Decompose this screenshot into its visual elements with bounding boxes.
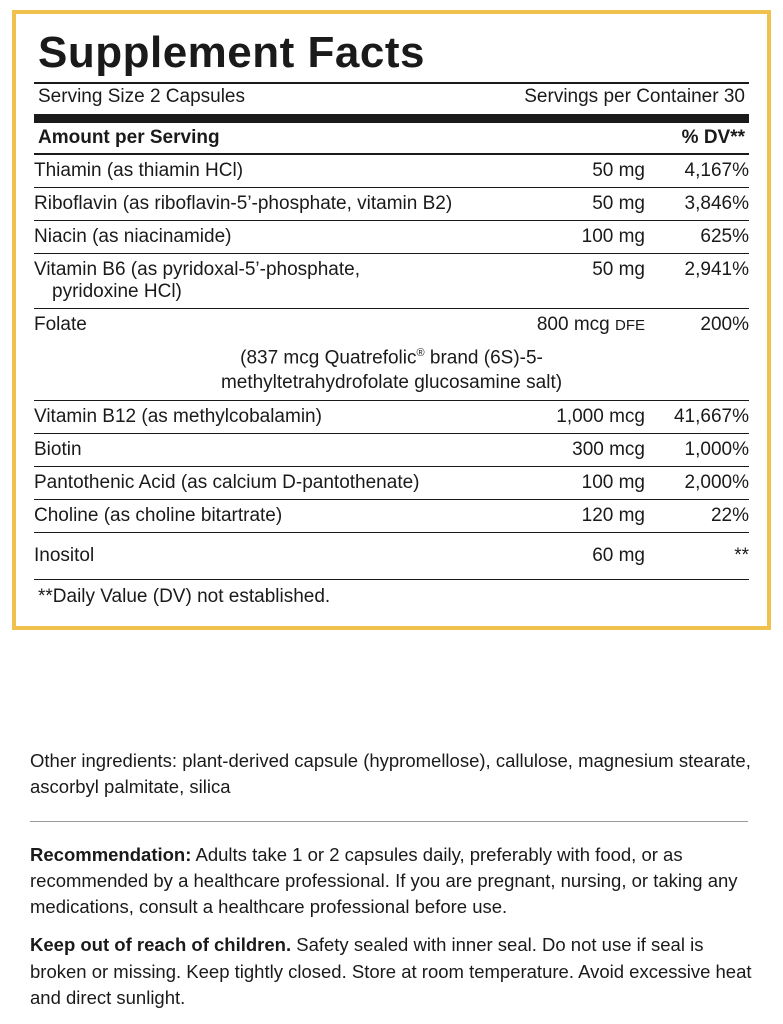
supplement-facts-panel: [12, 10, 771, 630]
nutrient-amount-value: 800 mcg: [536, 314, 610, 336]
nutrient-name: Vitamin B12 (as methylcobalamin): [34, 401, 519, 434]
nutrient-name: Biotin: [34, 434, 519, 467]
nutrient-dv: 41,667%: [645, 401, 749, 434]
warning-text: Safety sealed with inner seal. Do not use if seal is broken or missing. Keep tightly closed. Store at room temperature. Avoid excessive heat and direct sunlight.: [30, 934, 752, 1008]
recommendation-text: Adults take 1 or 2 capsules daily, preferably with food, or as recommended by a healthcare professional. If you are pregnant, nursing, or taking any medications, consult a healthcare professional before use.: [30, 843, 738, 918]
other-ingredients-text: Other ingredients: plant-derived capsule (hypromellose), callulose, magnesium stearate, ascorbyl palmitate, silica: [30, 750, 751, 798]
folate-subnote: [34, 341, 749, 400]
nutrient-name: Niacin (as niacinamide): [34, 221, 519, 254]
nutrient-amount: 120 mg: [519, 500, 645, 533]
nutrient-name: Inositol: [34, 533, 519, 580]
nutrient-dv: 2,000%: [645, 467, 749, 500]
page-title: Supplement Facts: [38, 28, 425, 77]
nutrient-dv: 4,167%: [645, 155, 749, 188]
nutrient-amount: 50 mg: [519, 155, 645, 188]
table-row: [34, 533, 749, 580]
folate-subnote-row: [34, 341, 749, 400]
nutrient-dv: 625%: [645, 221, 749, 254]
amount-per-serving-label: Amount per Serving: [38, 127, 220, 149]
nutrient-amount: 100 mg: [519, 221, 645, 254]
folate-subnote-line2: methyltetrahydrofolate glucosamine salt): [220, 371, 563, 393]
dv-header-label: % DV**: [681, 127, 745, 149]
nutrient-name: [34, 254, 519, 309]
nutrient-dv: 2,941%: [645, 254, 749, 309]
nutrient-amount: 50 mg: [519, 188, 645, 221]
table-row: [34, 500, 749, 533]
nutrient-amount: 50 mg: [519, 254, 645, 309]
divider-heavy: [34, 114, 749, 123]
nutrient-name: Riboflavin (as riboflavin-5’-phosphate, vitamin B2): [34, 188, 519, 221]
warning-paragraph: [30, 932, 752, 1011]
nutrient-dv: 1,000%: [645, 434, 749, 467]
table-row: [34, 434, 749, 467]
recommendation-paragraph: [30, 842, 752, 921]
registered-mark-icon: ®: [416, 347, 425, 360]
table-row: [34, 155, 749, 188]
nutrient-name-line1: Vitamin B6 (as pyridoxal-5’-phosphate,: [34, 259, 360, 281]
nutrient-dv: 200%: [700, 314, 749, 336]
serving-size-label: Serving Size 2 Capsules: [38, 86, 245, 108]
recommendation-label: Recommendation:: [30, 843, 192, 865]
table-row: [34, 467, 749, 500]
nutrient-amount: 300 mcg: [519, 434, 645, 467]
table-row: [34, 221, 749, 254]
nutrient-name: Folate: [34, 314, 87, 336]
nutrient-name-line2: pyridoxine HCl): [52, 281, 182, 303]
nutrient-amount: [519, 309, 645, 342]
warning-label: Keep out of reach of children.: [30, 934, 292, 956]
folate-subnote-line1: (837 mcg Quatrefolic: [240, 347, 417, 369]
table-row: [34, 309, 749, 342]
nutrient-name: Thiamin (as thiamin HCl): [34, 155, 519, 188]
nutrient-amount: 100 mg: [519, 467, 645, 500]
table-row: [34, 401, 749, 434]
nutrient-table: [34, 155, 749, 580]
nutrient-dv: 22%: [645, 500, 749, 533]
amount-per-serving-header: [34, 123, 749, 153]
nutrient-amount-unit: DFE: [615, 317, 645, 335]
dv-footnote: **Daily Value (DV) not established.: [38, 586, 331, 608]
nutrient-dv: 3,846%: [645, 188, 749, 221]
table-row: [34, 188, 749, 221]
nutrient-amount: 60 mg: [519, 533, 645, 580]
label-text-block: [30, 748, 752, 1023]
nutrient-name: Choline (as choline bitartrate): [34, 500, 519, 533]
servings-per-container-label: Servings per Container 30: [524, 86, 745, 108]
table-row: [34, 254, 749, 309]
nutrient-name: Pantothenic Acid (as calcium D-pantothenate): [34, 467, 519, 500]
serving-info-row: [34, 84, 749, 114]
nutrient-dv: **: [645, 533, 749, 580]
nutrient-amount: 1,000 mcg: [519, 401, 645, 434]
section-divider: [30, 821, 748, 822]
folate-subnote-line1-end: brand (6S)-5-: [424, 347, 543, 369]
